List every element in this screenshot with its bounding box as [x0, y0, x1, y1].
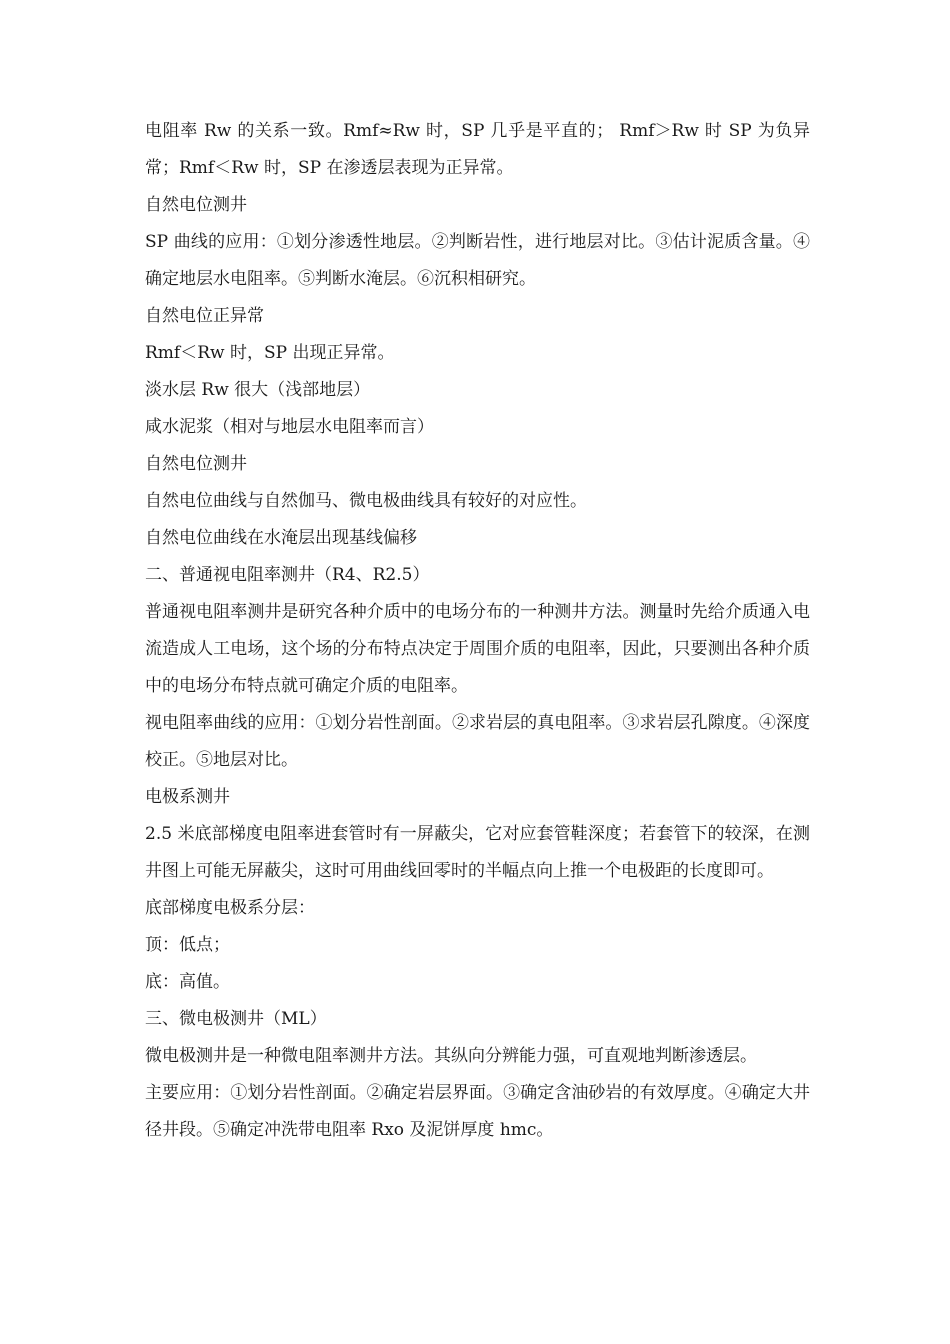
heading-electrode-logging: 电极系测井	[145, 787, 230, 807]
paragraph-sp-positive: Rmf＜Rw 时，SP 出现正异常。	[145, 343, 395, 363]
paragraph-sp-applications: SP 曲线的应用：①划分渗透性地层。②判断岩性，进行地层对比。③估计泥质含量。④确定地层水电阻率。⑤判断水淹层。⑥沉积相研究。	[145, 232, 810, 289]
paragraph-top-low: 顶：低点；	[145, 935, 230, 955]
heading-sp-positive-anomaly: 自然电位正异常	[145, 306, 264, 326]
paragraph-sp-correspondence: 自然电位曲线与自然伽马、微电极曲线具有较好的对应性。	[145, 491, 587, 511]
paragraph-casing-shield: 2.5 米底部梯度电阻率进套管时有一屏蔽尖，它对应套管鞋深度；若套管下的较深，在测井图上可能无屏蔽尖，这时可用曲线回零时的半幅点向上推一个电极距的长度即可。	[145, 824, 810, 881]
paragraph-resistivity-intro: 普通视电阻率测井是研究各种介质中的电场分布的一种测井方法。测量时先给介质通入电流造成人工电场，这个场的分布特点决定于周围介质的电阻率，因此，只要测出各种介质中的电场分布特点就可确定介质的电阻率。	[145, 602, 810, 696]
paragraph-rw-relation: 电阻率 Rw 的关系一致。Rmf≈Rw 时，SP 几乎是平直的； Rmf＞Rw 时 SP 为负异常；Rmf＜Rw 时，SP 在渗透层表现为正异常。	[145, 121, 810, 178]
paragraph-salt-mud: 咸水泥浆（相对与地层水电阻率而言）	[145, 417, 434, 437]
heading-sp-logging: 自然电位测井	[145, 195, 247, 215]
section-heading-microelectrode: 三、微电极测井（ML）	[145, 1009, 327, 1029]
paragraph-bottom-high: 底：高值。	[145, 972, 230, 992]
paragraph-resistivity-applications: 视电阻率曲线的应用：①划分岩性剖面。②求岩层的真电阻率。③求岩层孔隙度。④深度校正。⑤地层对比。	[145, 713, 810, 770]
paragraph-gradient-layering: 底部梯度电极系分层：	[145, 898, 315, 918]
paragraph-sp-baseline-shift: 自然电位曲线在水淹层出现基线偏移	[145, 528, 417, 548]
heading-sp-logging-2: 自然电位测井	[145, 454, 247, 474]
paragraph-microelectrode-intro: 微电极测井是一种微电阻率测井方法。其纵向分辨能力强，可直观地判断渗透层。	[145, 1046, 757, 1066]
section-heading-resistivity: 二、普通视电阻率测井（R4、R2.5）	[145, 565, 430, 585]
document-body	[145, 113, 810, 1149]
paragraph-fresh-water: 淡水层 Rw 很大（浅部地层）	[145, 380, 371, 400]
paragraph-microelectrode-applications: 主要应用：①划分岩性剖面。②确定岩层界面。③确定含油砂岩的有效厚度。④确定大井径井段。⑤确定冲洗带电阻率 Rxo 及泥饼厚度 hmc。	[145, 1083, 810, 1140]
